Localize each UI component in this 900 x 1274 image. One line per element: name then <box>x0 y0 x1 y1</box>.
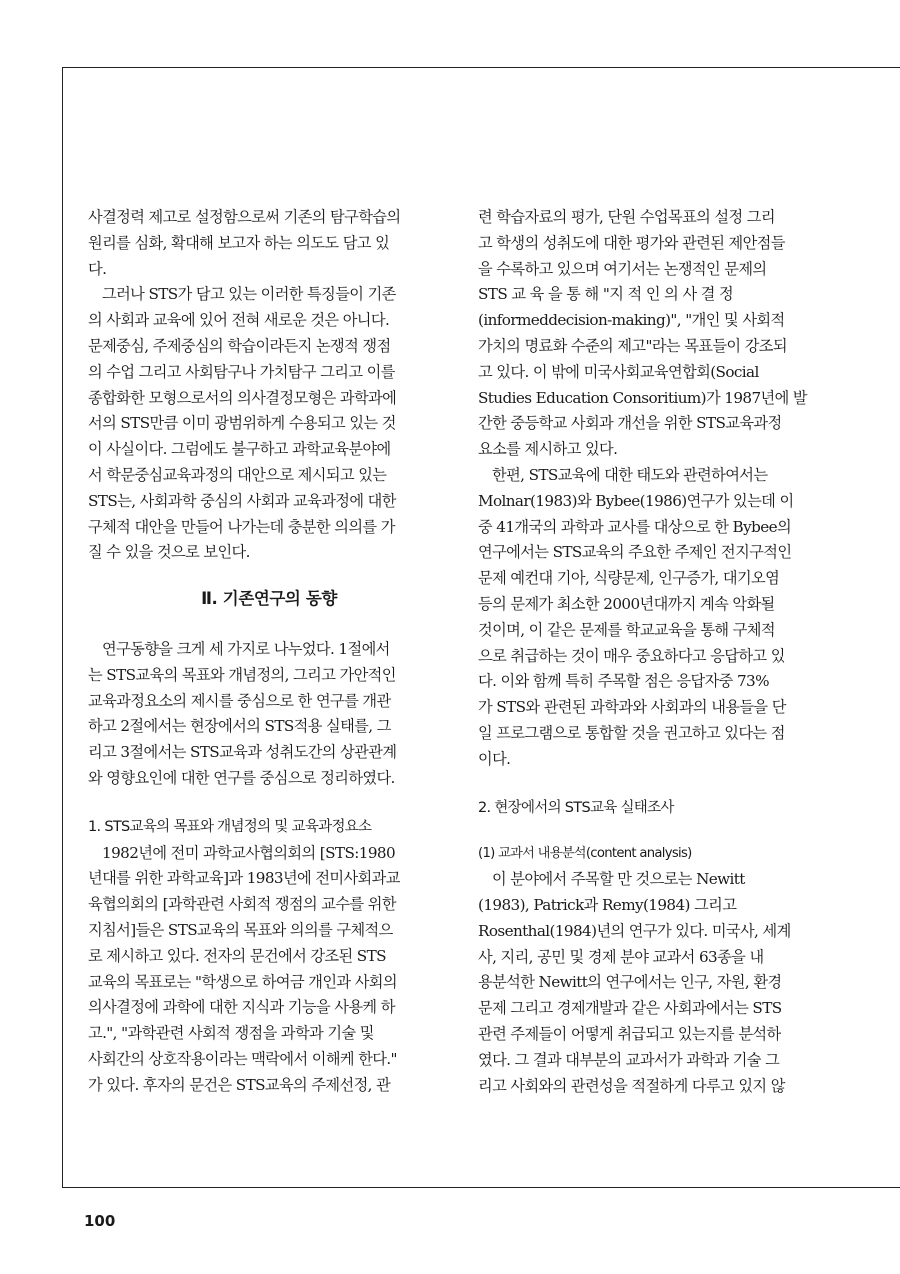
text-line: 하고 2절에서는 현장에서의 STS적용 실태를, 그 <box>88 717 391 736</box>
text-line: 이 분야에서 주목할 만 것으로는 Newitt <box>492 870 745 889</box>
spacer <box>88 792 450 815</box>
text-line: 요소를 제시하고 있다. <box>478 440 618 459</box>
left-paragraph-4 <box>88 841 450 1099</box>
text-line: 육협의회의 [과학관련 사회적 쟁점의 교수를 위한 <box>88 895 396 914</box>
text-line: 년대를 위한 과학교육]과 1983년에 전미사회과교 <box>88 869 400 888</box>
text-line: 사회간의 상호작용이라는 맥락에서 이해케 한다." <box>88 1049 397 1068</box>
left-paragraph-2 <box>88 282 450 566</box>
text-line: 용분석한 Newitt의 연구에서는 인구, 자원, 환경 <box>478 973 782 992</box>
spacer <box>478 821 840 841</box>
text-line: 질 수 있을 것으로 보인다. <box>88 543 250 562</box>
text-line: 이 사실이다. 그럼에도 불구하고 과학교육분야에 <box>88 440 391 459</box>
text-line: 련 학습자료의 평가, 단원 수업목표의 설정 그리 <box>478 208 775 226</box>
right-column <box>478 205 840 1099</box>
text-line: 와 영향요인에 대한 연구를 중심으로 정리하였다. <box>88 768 395 787</box>
text-line: 의사결정에 과학에 대한 지식과 기능을 사용케 하 <box>88 998 395 1017</box>
right-paragraph-1 <box>478 205 840 463</box>
text-line: 원리를 심화, 확대해 보고자 하는 의도도 담고 있 <box>88 233 390 252</box>
text-line: 1982년에 전미 과학교사협의회의 [STS:1980 <box>102 843 396 862</box>
text-line: 였다. 그 결과 대부분의 교과서가 과학과 기술 그 <box>478 1050 780 1069</box>
text-line: 의 수업 그리고 사회탐구나 가치탐구 그리고 이를 <box>88 362 395 381</box>
text-line: 문제 예컨대 기아, 식량문제, 인구증가, 대기오염 <box>478 569 780 588</box>
text-line: 이다. <box>478 749 511 768</box>
text-line: 종합화한 모형으로서의 의사결정모형은 과학과에 <box>88 388 397 407</box>
section-title: Ⅱ. 기존연구의 동향 <box>201 589 337 609</box>
page-frame-bottom-rule <box>62 1187 900 1188</box>
page-number: 100 <box>84 1212 116 1230</box>
text-line: 사, 지리, 공민 및 경제 분야 교과서 63종을 내 <box>478 947 764 966</box>
text-line: 다. <box>88 259 107 278</box>
text-line: Molnar(1983)와 Bybee(1986)연구가 있는데 이 <box>478 491 794 510</box>
left-column <box>88 205 450 1099</box>
text-line: 의 사회과 교육에 있어 전혀 새로운 것은 아니다. <box>88 311 390 330</box>
text-line: 는 STS교육의 목표와 개념정의, 그리고 가안적인 <box>88 665 396 684</box>
text-line: Studies Education Consoritium)가 1987년에 발 <box>478 388 808 407</box>
text-line: (informeddecision-making)", "개인 및 사회적 <box>478 311 785 330</box>
text-line: 연구에서는 STS교육의 주요한 주제인 전지구적인 <box>478 543 792 562</box>
subsubsection-title: (1) 교과서 내용분석(content analysis) <box>478 846 692 862</box>
text-line: 연구동향을 크게 세 가지로 나누었다. 1절에서 <box>102 639 390 658</box>
text-line: (1983), Patrick과 Remy(1984) 그리고 <box>478 895 737 914</box>
text-line: 사결정력 제고로 설정함으로써 기존의 탐구학습의 <box>88 208 401 226</box>
text-line: 한편, STS교육에 대한 태도와 관련하여서는 <box>492 465 768 484</box>
text-line: 관련 주제들이 어떻게 취급되고 있는지를 분석하 <box>478 1024 781 1043</box>
page-frame-top-rule <box>62 67 900 68</box>
text-line: 서 학문중심교육과정의 대안으로 제시되고 있는 <box>88 465 387 484</box>
left-paragraph-1 <box>88 205 450 282</box>
text-line: 일 프로그램으로 통합할 것을 권고하고 있다는 점 <box>478 723 785 742</box>
page-frame-left-rule <box>62 67 63 1187</box>
subsection-1-title: 1. STS교육의 목표와 개념정의 및 교육과정요소 <box>88 818 372 835</box>
text-line: 중 41개국의 과학과 교사를 대상으로 한 Bybee의 <box>478 517 792 536</box>
text-line: 교육과정요소의 제시를 중심으로 한 연구를 개관 <box>88 691 391 710</box>
text-line: 문제 그리고 경제개발과 같은 사회과에서는 STS <box>478 999 782 1018</box>
text-line: 구체적 대안을 만들어 나가는데 충분한 의의를 가 <box>88 517 395 536</box>
left-paragraph-3 <box>88 637 450 792</box>
spacer <box>88 566 450 586</box>
text-line: 서의 STS만큼 이미 광범위하게 수용되고 있는 것 <box>88 414 396 433</box>
subsection-2-title: 2. 현장에서의 STS교육 실태조사 <box>478 799 674 816</box>
text-line: Rosenthal(1984)년의 연구가 있다. 미국사, 세계 <box>478 921 791 940</box>
text-line: 고 있다. 이 밖에 미국사회교육연합회(Social <box>478 362 759 381</box>
text-line: 교육의 목표로는 "학생으로 하여금 개인과 사회의 <box>88 972 397 991</box>
right-paragraph-3 <box>478 867 840 1099</box>
text-line: 가 STS와 관련된 과학과와 사회과의 내용들을 단 <box>478 698 786 717</box>
text-line: 을 수록하고 있으며 여기서는 논쟁적인 문제의 <box>478 259 767 278</box>
text-line: 로 제시하고 있다. 전자의 문건에서 강조된 STS <box>88 946 386 965</box>
text-line: 고.", "과학관련 사회적 쟁점을 과학과 기술 및 <box>88 1024 374 1043</box>
text-line: 그러나 STS가 담고 있는 이러한 특징들이 기존 <box>102 285 396 304</box>
text-line: 지침서]들은 STS교육의 목표와 의의를 구체적으 <box>88 920 393 939</box>
spacer <box>88 612 450 637</box>
text-line: STS 교 육 을 통 해 "지 적 인 의 사 결 정 <box>478 285 734 304</box>
text-line: 등의 문제가 최소한 2000년대까지 계속 악화될 <box>478 594 775 613</box>
text-line: 리고 사회와의 관련성을 적절하게 다루고 있지 않 <box>478 1076 785 1095</box>
right-paragraph-2 <box>478 463 840 773</box>
text-line: 고 학생의 성취도에 대한 평가와 관련된 제안점들 <box>478 233 785 252</box>
text-line: 간한 중등학교 사회과 개선을 위한 STS교육과정 <box>478 414 782 433</box>
text-line: 으로 취급하는 것이 매우 중요하다고 응답하고 있 <box>478 646 785 665</box>
spacer <box>478 773 840 796</box>
text-line: 다. 이와 함께 특히 주목할 점은 응답자중 73% <box>478 672 769 691</box>
text-line: 가 있다. 후자의 문건은 STS교육의 주제선정, 관 <box>88 1075 391 1094</box>
text-line: 가치의 명료화 수준의 제고"라는 목표들이 강조되 <box>478 336 787 355</box>
text-line: 리고 3절에서는 STS교육과 성취도간의 상관관계 <box>88 743 397 762</box>
text-line: STS는, 사회과학 중심의 사회과 교육과정에 대한 <box>88 491 396 510</box>
text-line: 문제중심, 주제중심의 학습이라든지 논쟁적 쟁점 <box>88 336 391 355</box>
text-line: 것이며, 이 같은 문제를 학교교육을 통해 구체적 <box>478 620 775 639</box>
